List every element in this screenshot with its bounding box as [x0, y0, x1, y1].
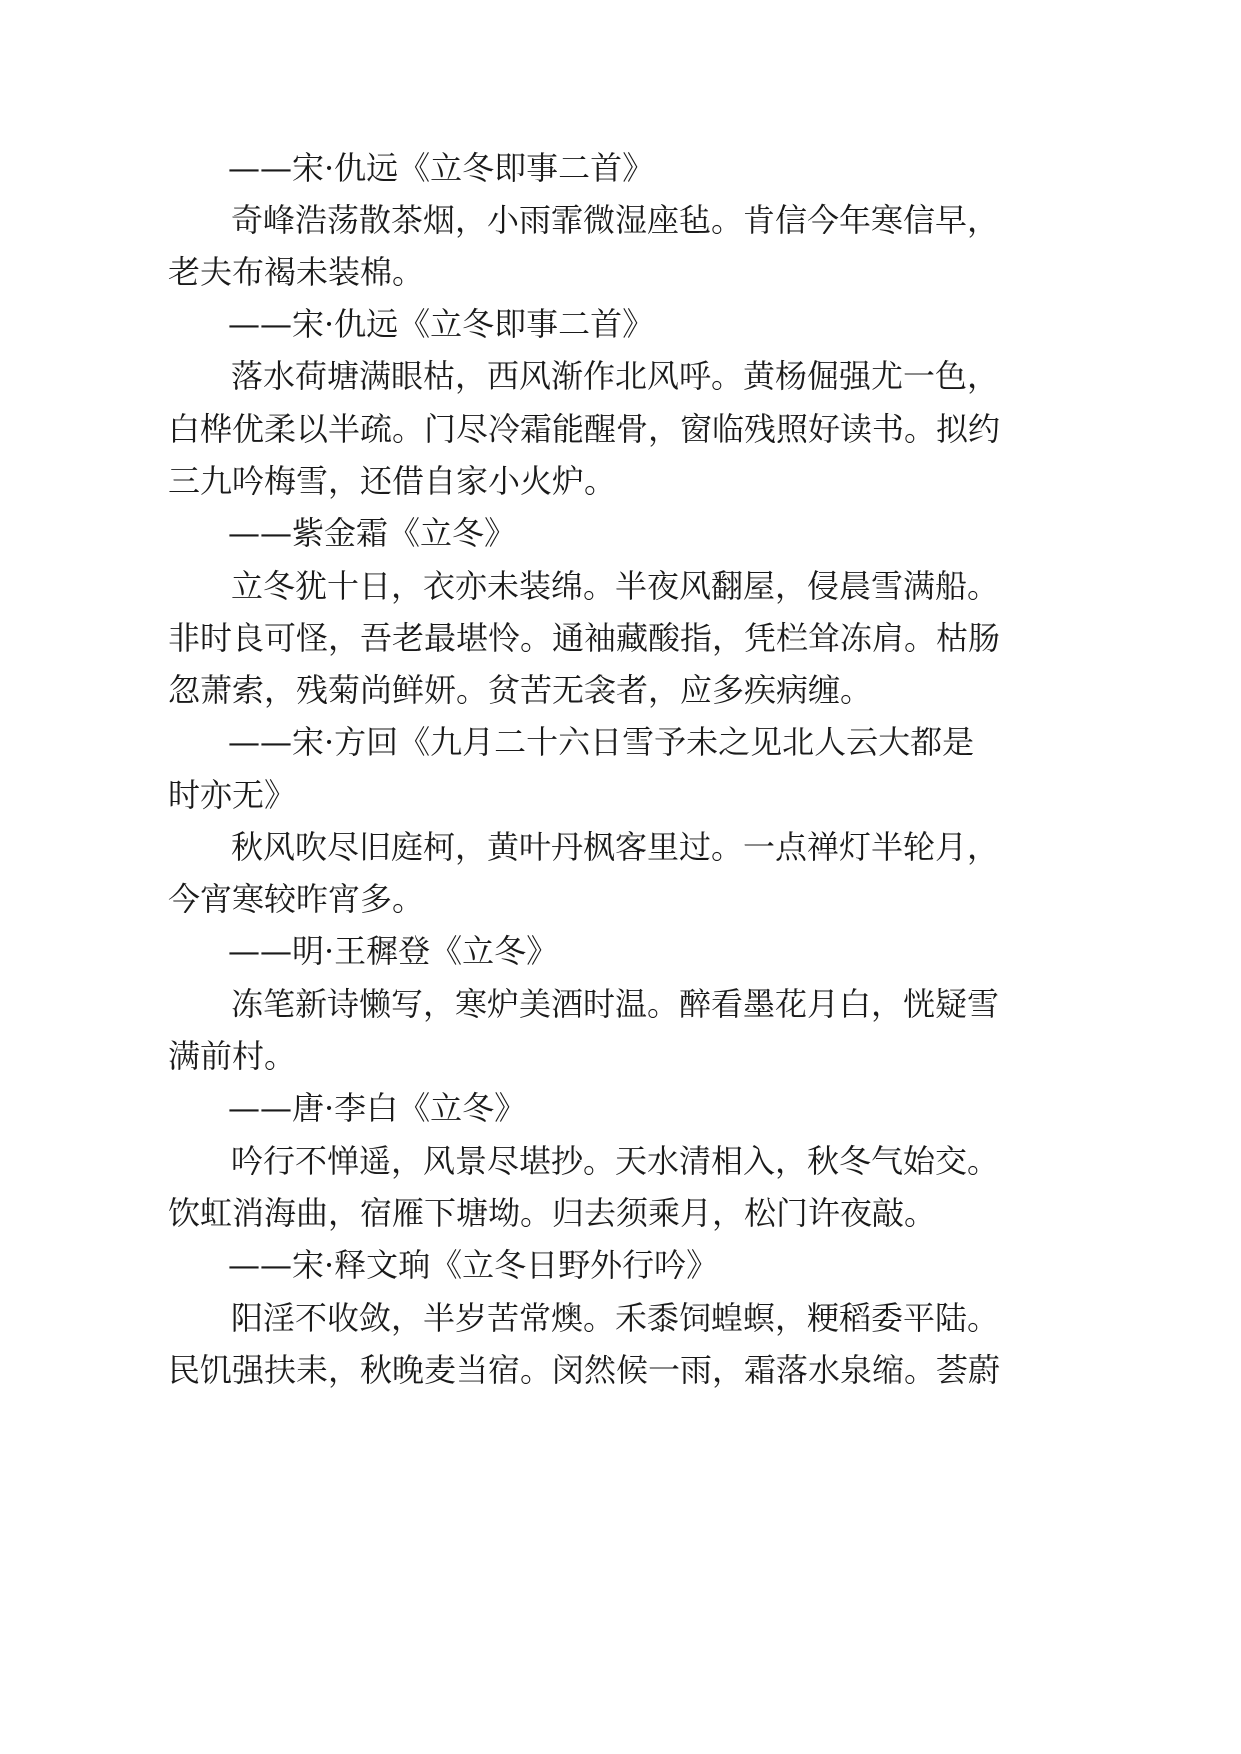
attribution-line: 时亦无》	[168, 776, 297, 814]
poem-line: 白桦优柔以半疏。门尽冷霜能醒骨，窗临残照好读书。拟约	[168, 410, 1001, 448]
attribution-line: ——宋·释文珦《立冬日野外行吟》	[228, 1246, 719, 1284]
poem-line: 满前村。	[168, 1037, 297, 1075]
poem-line: 吟行不惮遥，风景尽堪抄。天水清相入，秋冬气始交。	[231, 1142, 1000, 1180]
poem-line: 今宵寒较昨宵多。	[168, 880, 425, 918]
attribution-line: ——唐·李白《立冬》	[228, 1089, 527, 1127]
poem-line: 三九吟梅雪，还借自家小火炉。	[168, 462, 617, 500]
attribution-line: ——明·王穉登《立冬》	[228, 932, 559, 970]
poem-line: 奇峰浩荡散茶烟，小雨霏微湿座毡。肯信今年寒信早，	[231, 201, 1000, 239]
poem-line: 立冬犹十日，衣亦未装绵。半夜风翻屋，侵晨雪满船。	[231, 567, 1000, 605]
poem-line: 民饥强扶耒，秋晚麦当宿。闵然候一雨，霜落水泉缩。荟蔚	[168, 1351, 1001, 1389]
poem-line: 阳淫不收敛，半岁苦常燠。禾黍饲蝗螟，粳稻委平陆。	[231, 1299, 1000, 1337]
attribution-line: ——紫金霜《立冬》	[228, 514, 517, 552]
poem-line: 落水荷塘满眼枯，西风渐作北风呼。黄杨倔强尤一色，	[231, 357, 1000, 395]
poem-line: 非时良可怪，吾老最堪怜。通袖藏酸指，凭栏耸冻肩。枯肠	[168, 619, 1001, 657]
poem-line: 冻笔新诗懒写，寒炉美酒时温。醉看墨花月白，恍疑雪	[231, 985, 1000, 1023]
attribution-line: ——宋·方回《九月二十六日雪予未之见北人云大都是	[228, 723, 975, 761]
poem-line: 秋风吹尽旧庭柯，黄叶丹枫客里过。一点禅灯半轮月，	[231, 828, 1000, 866]
poem-line: 饮虹消海曲，宿雁下塘坳。归去须乘月，松门许夜敲。	[168, 1194, 937, 1232]
attribution-line: ——宋·仇远《立冬即事二首》	[228, 305, 655, 343]
poem-line: 老夫布褐未装棉。	[168, 253, 425, 291]
poem-line: 忽萧索，残菊尚鲜妍。贫苦无衾者，应多疾病缠。	[168, 671, 873, 709]
attribution-line: ——宋·仇远《立冬即事二首》	[228, 149, 655, 187]
